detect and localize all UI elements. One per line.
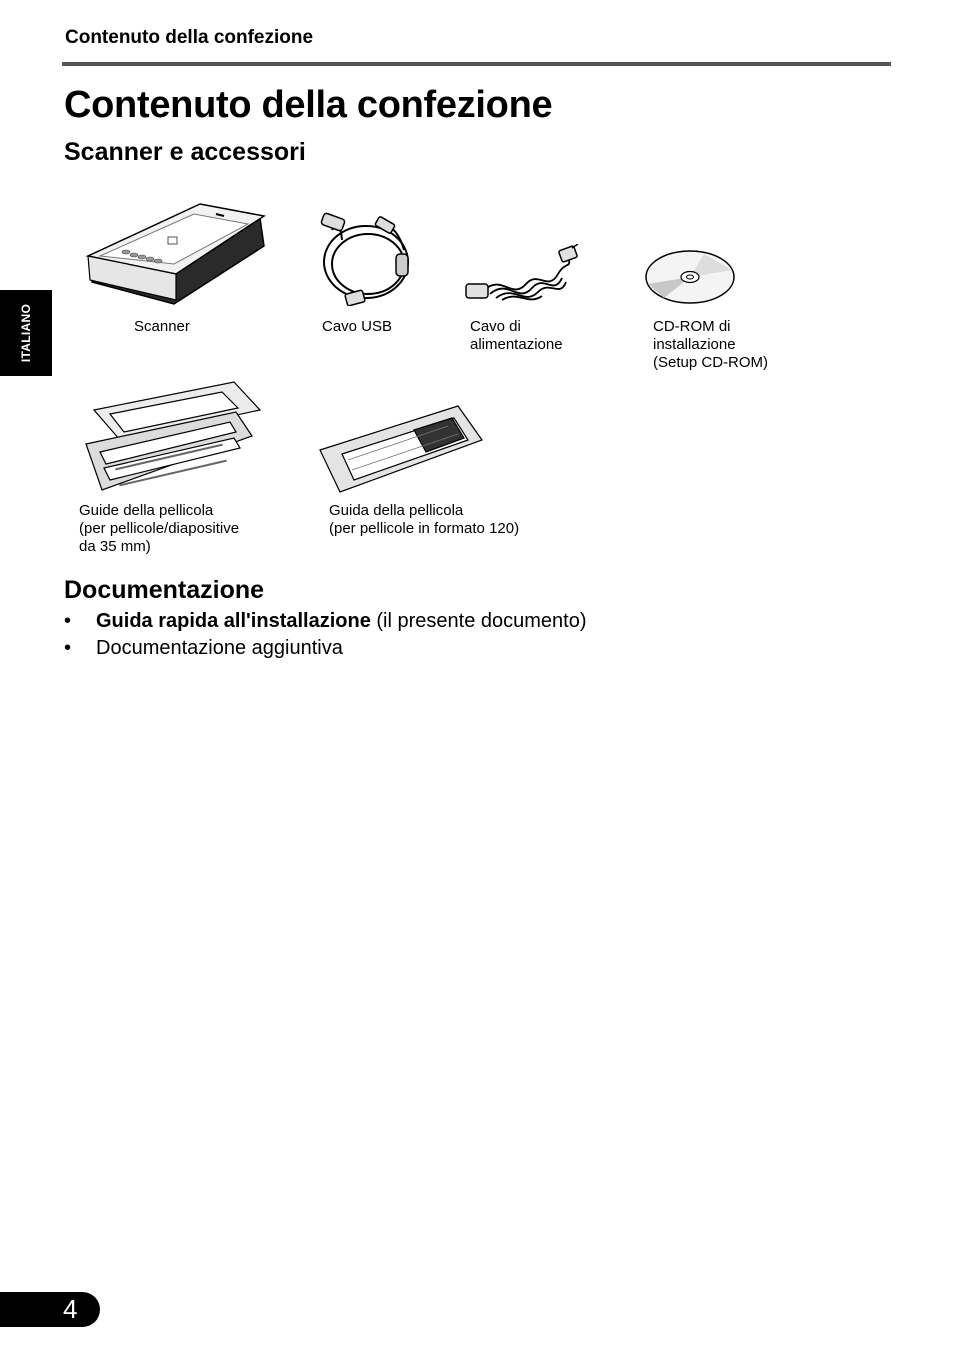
caption-film-guide-120: [329, 502, 519, 538]
caption-line: Guida della pellicola: [329, 502, 464, 519]
caption-line: Cavo USB: [322, 318, 393, 335]
page-title: Contenuto della confezione: [64, 84, 553, 126]
caption-line: (per pellicole/diapositive: [79, 520, 240, 537]
film-guide-120-illustration-icon: [318, 400, 488, 496]
caption-cd-rom: [653, 318, 768, 372]
bullet: •: [64, 610, 72, 632]
caption-line: (per pellicole in formato 120): [329, 520, 520, 537]
usb-cable-illustration-icon: [318, 210, 418, 306]
documentation-item-bold: Guida rapida all'installazione: [96, 610, 371, 632]
caption-film-guide-35mm: [79, 502, 239, 556]
documentation-list: [64, 608, 587, 662]
caption-line: Guide della pellicola: [79, 502, 214, 519]
documentation-item-text: (il presente documento): [370, 610, 587, 632]
caption-line: (Setup CD-ROM): [653, 354, 769, 371]
cd-rom-illustration-icon: [644, 248, 740, 308]
caption-line: da 35 mm): [79, 538, 151, 555]
caption-line: CD-ROM di: [653, 318, 731, 335]
caption-power-cable: [470, 318, 563, 354]
header-rule: [62, 62, 891, 66]
scanner-illustration-icon: [82, 200, 272, 312]
bullet: •: [64, 637, 72, 659]
section-title-scanner-accessories: Scanner e accessori: [64, 138, 306, 166]
language-tab: [0, 290, 52, 376]
caption-usb-cable: [322, 318, 392, 336]
caption-line: Cavo di: [470, 318, 521, 335]
caption-line: installazione: [653, 336, 736, 353]
documentation-list-item: [64, 608, 587, 635]
running-header-title: Contenuto della confezione: [65, 27, 314, 48]
language-tab-label: ITALIANO: [19, 303, 33, 363]
power-cable-illustration-icon: [462, 244, 582, 308]
documentation-item-text: Documentazione aggiuntiva: [96, 637, 343, 659]
film-guide-35mm-illustration-icon: [84, 380, 264, 494]
section-title-documentation: Documentazione: [64, 576, 265, 604]
caption-scanner: [134, 318, 190, 336]
page-number: 4: [63, 1294, 78, 1324]
caption-line: alimentazione: [470, 336, 563, 353]
documentation-list-item: [64, 635, 587, 662]
caption-line: Scanner: [134, 318, 190, 335]
page-number-tab: [0, 1292, 100, 1327]
